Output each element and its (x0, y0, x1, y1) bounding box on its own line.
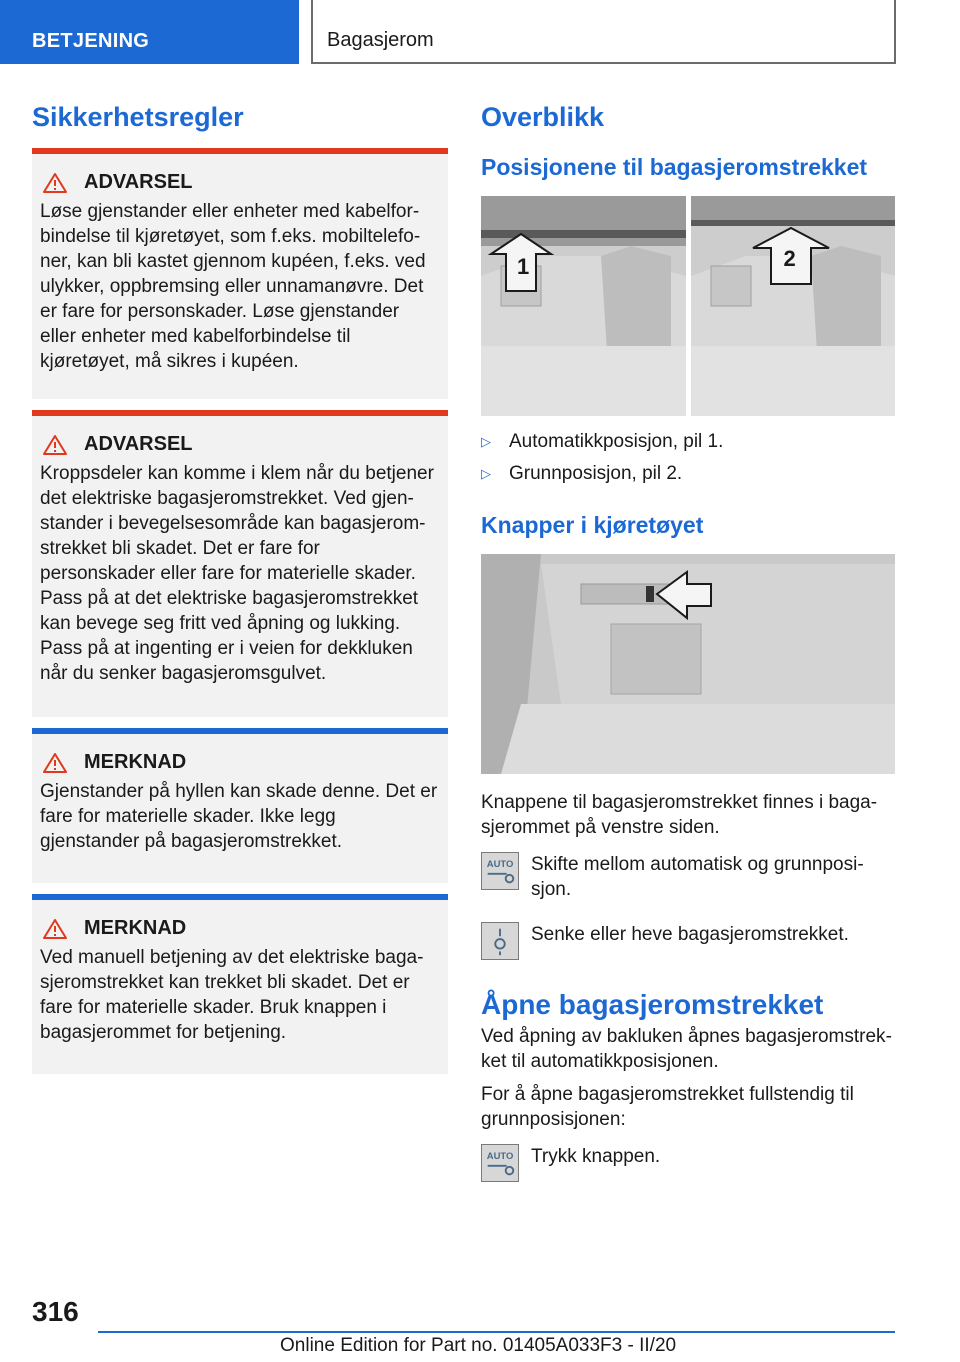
arrow-label-1: 1 (517, 254, 530, 279)
notice-title (42, 750, 438, 775)
buttons-photo (481, 554, 895, 774)
notice-body: Ved manuell betjening av det elektriske bagasjeromstrekket kan trekket bli skadet. Det er fare for materielle skader. Bruk knappen i bagasjerommet for betjening. (40, 947, 424, 1043)
positions-heading: Posisjonene til bagasjeromstrekket (481, 154, 868, 180)
button-description-auto (481, 852, 895, 902)
open-step (481, 1144, 895, 1182)
open-paragraph-1: Ved åpning av bakluken åpnes bagasjeromstrekket til automatikkposisjonen. (481, 1026, 892, 1072)
list-item (481, 458, 895, 490)
warning-icon (42, 172, 68, 194)
auto-button-icon (481, 1144, 519, 1182)
button-description-text: Senke eller heve bagasjeromstrekket. (531, 924, 849, 945)
notice-body: Gjenstander på hyllen kan skade denne. Det er fare for materielle skader. Ikke legg gjenstander på bagasjeromstrekket. (40, 781, 438, 852)
trunk-buttons-photo (481, 554, 895, 774)
warning-icon (42, 752, 68, 774)
button-description-updown (481, 922, 895, 960)
triangle-bullet-icon: ▷ (481, 434, 491, 449)
trunk-cover-photo (691, 196, 896, 416)
up-down-button-icon (481, 922, 519, 960)
buttons-intro: Knappene til bagasjeromstrekket finnes i bagasjerommet på venstre siden. (481, 792, 878, 838)
list-item-text: Automatikkposisjon, pil 1. (509, 431, 724, 452)
notice-title-text: MERKNAD (84, 751, 187, 773)
buttons-heading: Knapper i kjøretøyet (481, 512, 704, 538)
notice-body: Kroppsdeler kan komme i klem når du betjener det elektriske bagasjeromstrekket. Ved gjenstander i bevegelsesområde kan bagasjeromstrekket bli skadet. Det er fare for personskader eller fare for materielle skader. Pass på at det elektriske bagasjeromstrekket kan bevege seg fritt ved åpning og lukking. Pass på at ingenting er i veien for dekkluken når du senker bagasjeromsgulvet. (40, 463, 434, 684)
section-tab: BETJENING (0, 0, 299, 64)
info-notice-1 (32, 728, 448, 883)
open-step-text: Trykk knappen. (531, 1146, 661, 1167)
trunk-cover-photo (481, 196, 686, 416)
positions-list (481, 426, 895, 490)
edition-text: Online Edition for Part no. 01405A033F3 - II/20 (280, 1335, 677, 1356)
open-heading: Åpne bagasjeromstrekket (481, 989, 824, 1020)
right-column (481, 100, 895, 1182)
footer-divider (98, 1331, 895, 1333)
svg-text:AUTO: AUTO (486, 1151, 514, 1163)
info-notice-2 (32, 894, 448, 1074)
open-paragraph-2: For å åpne bagasjeromstrekket fullstendig til grunnposisjonen: (481, 1084, 854, 1130)
arrow-label-2: 2 (783, 246, 796, 271)
notice-title-text: ADVARSEL (84, 433, 193, 455)
warning-icon (42, 434, 68, 456)
safety-heading: Sikkerhetsregler (32, 102, 244, 132)
warning-notice-1 (32, 148, 448, 399)
notice-title-text: ADVARSEL (84, 171, 193, 193)
list-item-text: Grunnposisjon, pil 2. (509, 463, 683, 484)
notice-body: Løse gjenstander eller enheter med kabelforbindelse til kjøretøyet, som f.eks. mobiltelefoner, kan bli kastet gjennom kupéen, f.eks. ved ulykker, oppbremsing eller unnamanøvre. Det er fare for personskader. Løse gjenstander eller enheter med kabelforbindelse til kjøretøyet, må sikres i kupéen. (40, 201, 426, 372)
notice-title (42, 916, 438, 941)
auto-button-icon (481, 852, 519, 890)
overview-heading: Overblikk (481, 102, 605, 132)
chapter-label: Bagasjerom (327, 29, 434, 51)
list-item (481, 426, 895, 458)
svg-text:AUTO: AUTO (486, 859, 514, 871)
notice-title (42, 432, 438, 457)
notice-title-text: MERKNAD (84, 917, 187, 939)
position-photos (481, 196, 895, 416)
position-photo-1 (481, 196, 686, 416)
warning-notice-2 (32, 410, 448, 717)
chapter-title (311, 0, 896, 64)
position-photo-2 (691, 196, 896, 416)
left-column (32, 100, 448, 1074)
button-description-text: Skifte mellom automatisk og grunnposisjon. (531, 854, 864, 900)
warning-icon (42, 918, 68, 940)
notice-title (42, 170, 438, 195)
page-number: 316 (32, 1296, 79, 1327)
triangle-bullet-icon: ▷ (481, 466, 491, 481)
